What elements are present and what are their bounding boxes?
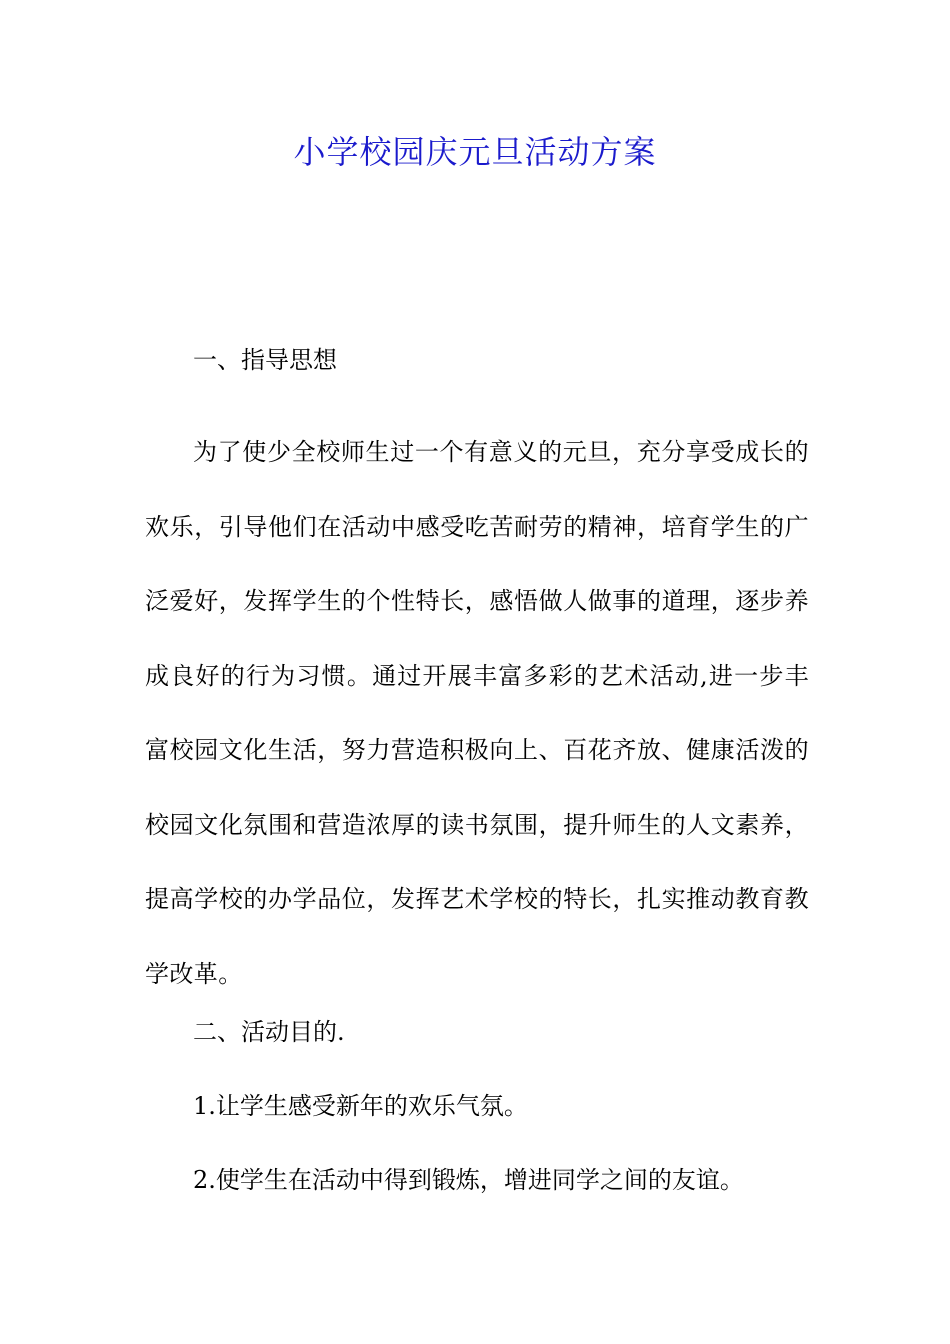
document-title: 小学校园庆元旦活动方案 [293, 133, 657, 171]
section-heading-guiding-ideology: 一、指导思想 [193, 346, 337, 374]
section-paragraph-guiding-ideology: 为了使少全校师生过一个有意义的元旦，充分享受成长的欢乐，引导他们在活动中感受吃苦耐劳的精神，培育学生的广泛爱好，发挥学生的个性特长，感悟做人做事的道理，逐步养成良好的行为习惯。通过开展丰富多彩的艺术活动,进一步丰富校园文化生活，努力营造积极向上、百花齐放、健康活泼的校园文化氛围和营造浓厚的读书氛围，提升师生的人文素养，提高学校的办学品位，发挥艺术学校的特长，扎实推动教育教学改革。 [145, 438, 809, 988]
section-heading-activity-purpose: 二、活动目的. [193, 1018, 345, 1046]
list-item: 2.使学生在活动中得到锻炼，增进同学之间的友谊。 [193, 1166, 744, 1194]
list-item: 1.让学生感受新年的欢乐气氛。 [193, 1092, 528, 1120]
